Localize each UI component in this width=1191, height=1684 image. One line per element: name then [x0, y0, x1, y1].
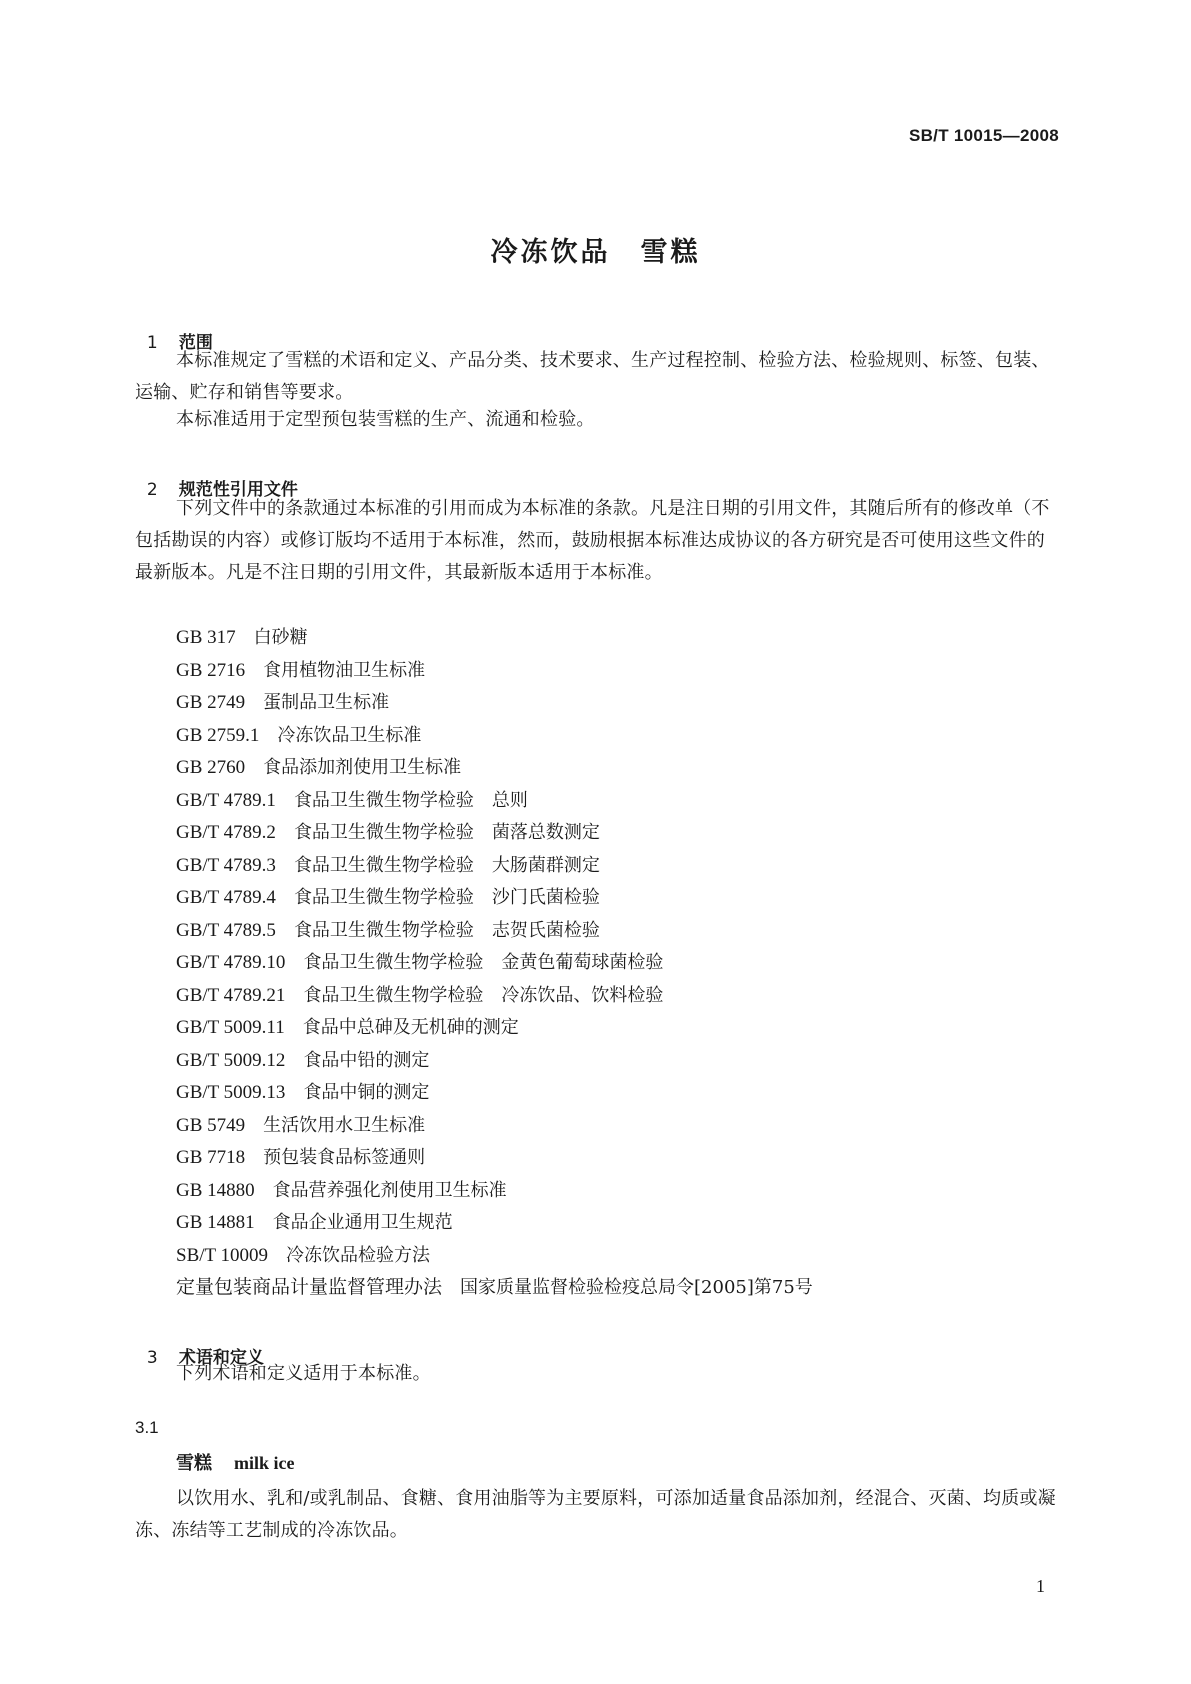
section-number: 2 — [146, 480, 158, 500]
reference-item — [176, 947, 813, 980]
reference-title: 蛋制品卫生标准 — [263, 692, 390, 713]
section-title: 范围 — [178, 333, 213, 353]
reference-item — [176, 1272, 813, 1305]
reference-item — [176, 1110, 813, 1143]
reference-title: 冷冻饮品卫生标准 — [277, 724, 422, 746]
reference-title: 食品卫生微生物学检验 志贺氏菌检验 — [293, 919, 600, 941]
reference-code: GB/T 4789.1 — [176, 789, 276, 811]
reference-item — [176, 655, 813, 688]
reference-item — [176, 1240, 813, 1273]
reference-title: 预包装食品标签通则 — [263, 1147, 426, 1168]
reference-code: GB/T 5009.13 — [176, 1082, 286, 1103]
term-chinese: 雪糕 — [176, 1453, 212, 1474]
document-title: 冷冻饮品 雪糕 — [490, 237, 701, 268]
section-title: 术语和定义 — [178, 1348, 264, 1368]
reference-title: 食品中总砷及无机砷的测定 — [302, 1017, 519, 1038]
reference-title: 冷冻饮品检验方法 — [286, 1244, 431, 1266]
reference-item — [176, 850, 813, 883]
reference-title: 食品卫生微生物学检验 菌落总数测定 — [293, 822, 600, 843]
reference-item — [176, 785, 813, 818]
standard-code: SB/T 10015—2008 — [908, 126, 1059, 145]
section-number: 3 — [146, 1348, 158, 1368]
reference-item — [176, 752, 813, 785]
reference-code: GB 2716 — [176, 659, 246, 681]
reference-item — [176, 622, 813, 655]
clause-number: 3.1 — [135, 1418, 159, 1437]
scope-paragraph-1: 本标准规定了雪糕的术语和定义、产品分类、技术要求、生产过程控制、检验方法、检验规则、标签、包装、运输、贮存和销售等要求。 — [135, 350, 1050, 403]
reference-code: GB/T 4789.21 — [176, 984, 286, 1006]
reference-title: 食用植物油卫生标准 — [263, 659, 426, 681]
reference-code: GB 14881 — [176, 1212, 255, 1233]
reference-code: GB 317 — [176, 627, 236, 648]
reference-title: 生活饮用水卫生标准 — [263, 1114, 426, 1136]
reference-code: GB/T 4789.2 — [176, 822, 276, 843]
reference-item — [176, 1045, 813, 1078]
reference-code: GB/T 4789.3 — [176, 854, 276, 876]
reference-code: GB/T 4789.10 — [176, 952, 286, 973]
reference-code: GB 7718 — [176, 1147, 246, 1168]
terms-intro: 下列术语和定义适用于本标准。 — [176, 1363, 431, 1384]
section-number: 1 — [146, 333, 158, 353]
reference-code: GB/T 5009.12 — [176, 1049, 286, 1071]
reference-item — [176, 1207, 813, 1240]
reference-item — [176, 1175, 813, 1208]
reference-title: 食品企业通用卫生规范 — [272, 1212, 453, 1233]
reference-title: 国家质量监督检验检疫总局令[2005]第75号 — [460, 1277, 813, 1298]
reference-title: 食品中铅的测定 — [303, 1049, 430, 1071]
reference-item — [176, 720, 813, 753]
reference-item — [176, 817, 813, 850]
reference-item — [176, 1012, 813, 1045]
reference-code: GB 5749 — [176, 1114, 246, 1136]
reference-item — [176, 980, 813, 1013]
reference-code: GB/T 5009.11 — [176, 1017, 285, 1038]
term-english: milk ice — [234, 1453, 295, 1473]
reference-title: 食品卫生微生物学检验 大肠菌群测定 — [293, 854, 600, 876]
reference-title: 食品卫生微生物学检验 总则 — [293, 789, 528, 811]
reference-title: 食品中铜的测定 — [303, 1082, 430, 1103]
reference-code: GB 14880 — [176, 1179, 255, 1201]
scope-paragraph-2: 本标准适用于定型预包装雪糕的生产、流通和检验。 — [176, 409, 595, 430]
reference-code: GB/T 4789.5 — [176, 919, 276, 941]
reference-code: 定量包装商品计量监督管理办法 — [176, 1277, 443, 1298]
reference-code: GB 2760 — [176, 757, 246, 778]
reference-title: 食品卫生微生物学检验 冷冻饮品、饮料检验 — [303, 984, 664, 1006]
reference-code: GB 2759.1 — [176, 724, 260, 746]
normative-references-intro: 下列文件中的条款通过本标准的引用而成为本标准的条款。凡是注日期的引用文件，其随后所有的修改单（不包括勘误的内容）或修订版均不适用于本标准，然而，鼓励根据本标准达成协议的各方研究是否可使用这些文件的最新版本。凡是不注日期的引用文件，其最新版本适用于本标准。 — [135, 498, 1050, 583]
reference-item — [176, 1142, 813, 1175]
reference-item — [176, 687, 813, 720]
reference-title: 食品卫生微生物学检验 金黄色葡萄球菌检验 — [303, 952, 664, 973]
reference-title: 食品营养强化剂使用卫生标准 — [272, 1179, 507, 1201]
reference-title: 白砂糖 — [253, 627, 308, 648]
term-definition: 以饮用水、乳和/或乳制品、食糖、食用油脂等为主要原料，可添加适量食品添加剂，经混合、灭菌、均质或凝冻、冻结等工艺制成的冷冻饮品。 — [135, 1488, 1056, 1541]
reference-code: SB/T 10009 — [176, 1244, 269, 1266]
section-title: 规范性引用文件 — [178, 480, 298, 500]
reference-item — [176, 882, 813, 915]
reference-title: 食品卫生微生物学检验 沙门氏菌检验 — [293, 887, 600, 908]
term-entry — [176, 1449, 295, 1475]
reference-item — [176, 915, 813, 948]
page-number: 1 — [1036, 1576, 1045, 1596]
reference-code: GB 2749 — [176, 692, 246, 713]
reference-list — [176, 622, 813, 1305]
reference-code: GB/T 4789.4 — [176, 887, 276, 908]
reference-title: 食品添加剂使用卫生标准 — [263, 757, 462, 778]
reference-item — [176, 1077, 813, 1110]
